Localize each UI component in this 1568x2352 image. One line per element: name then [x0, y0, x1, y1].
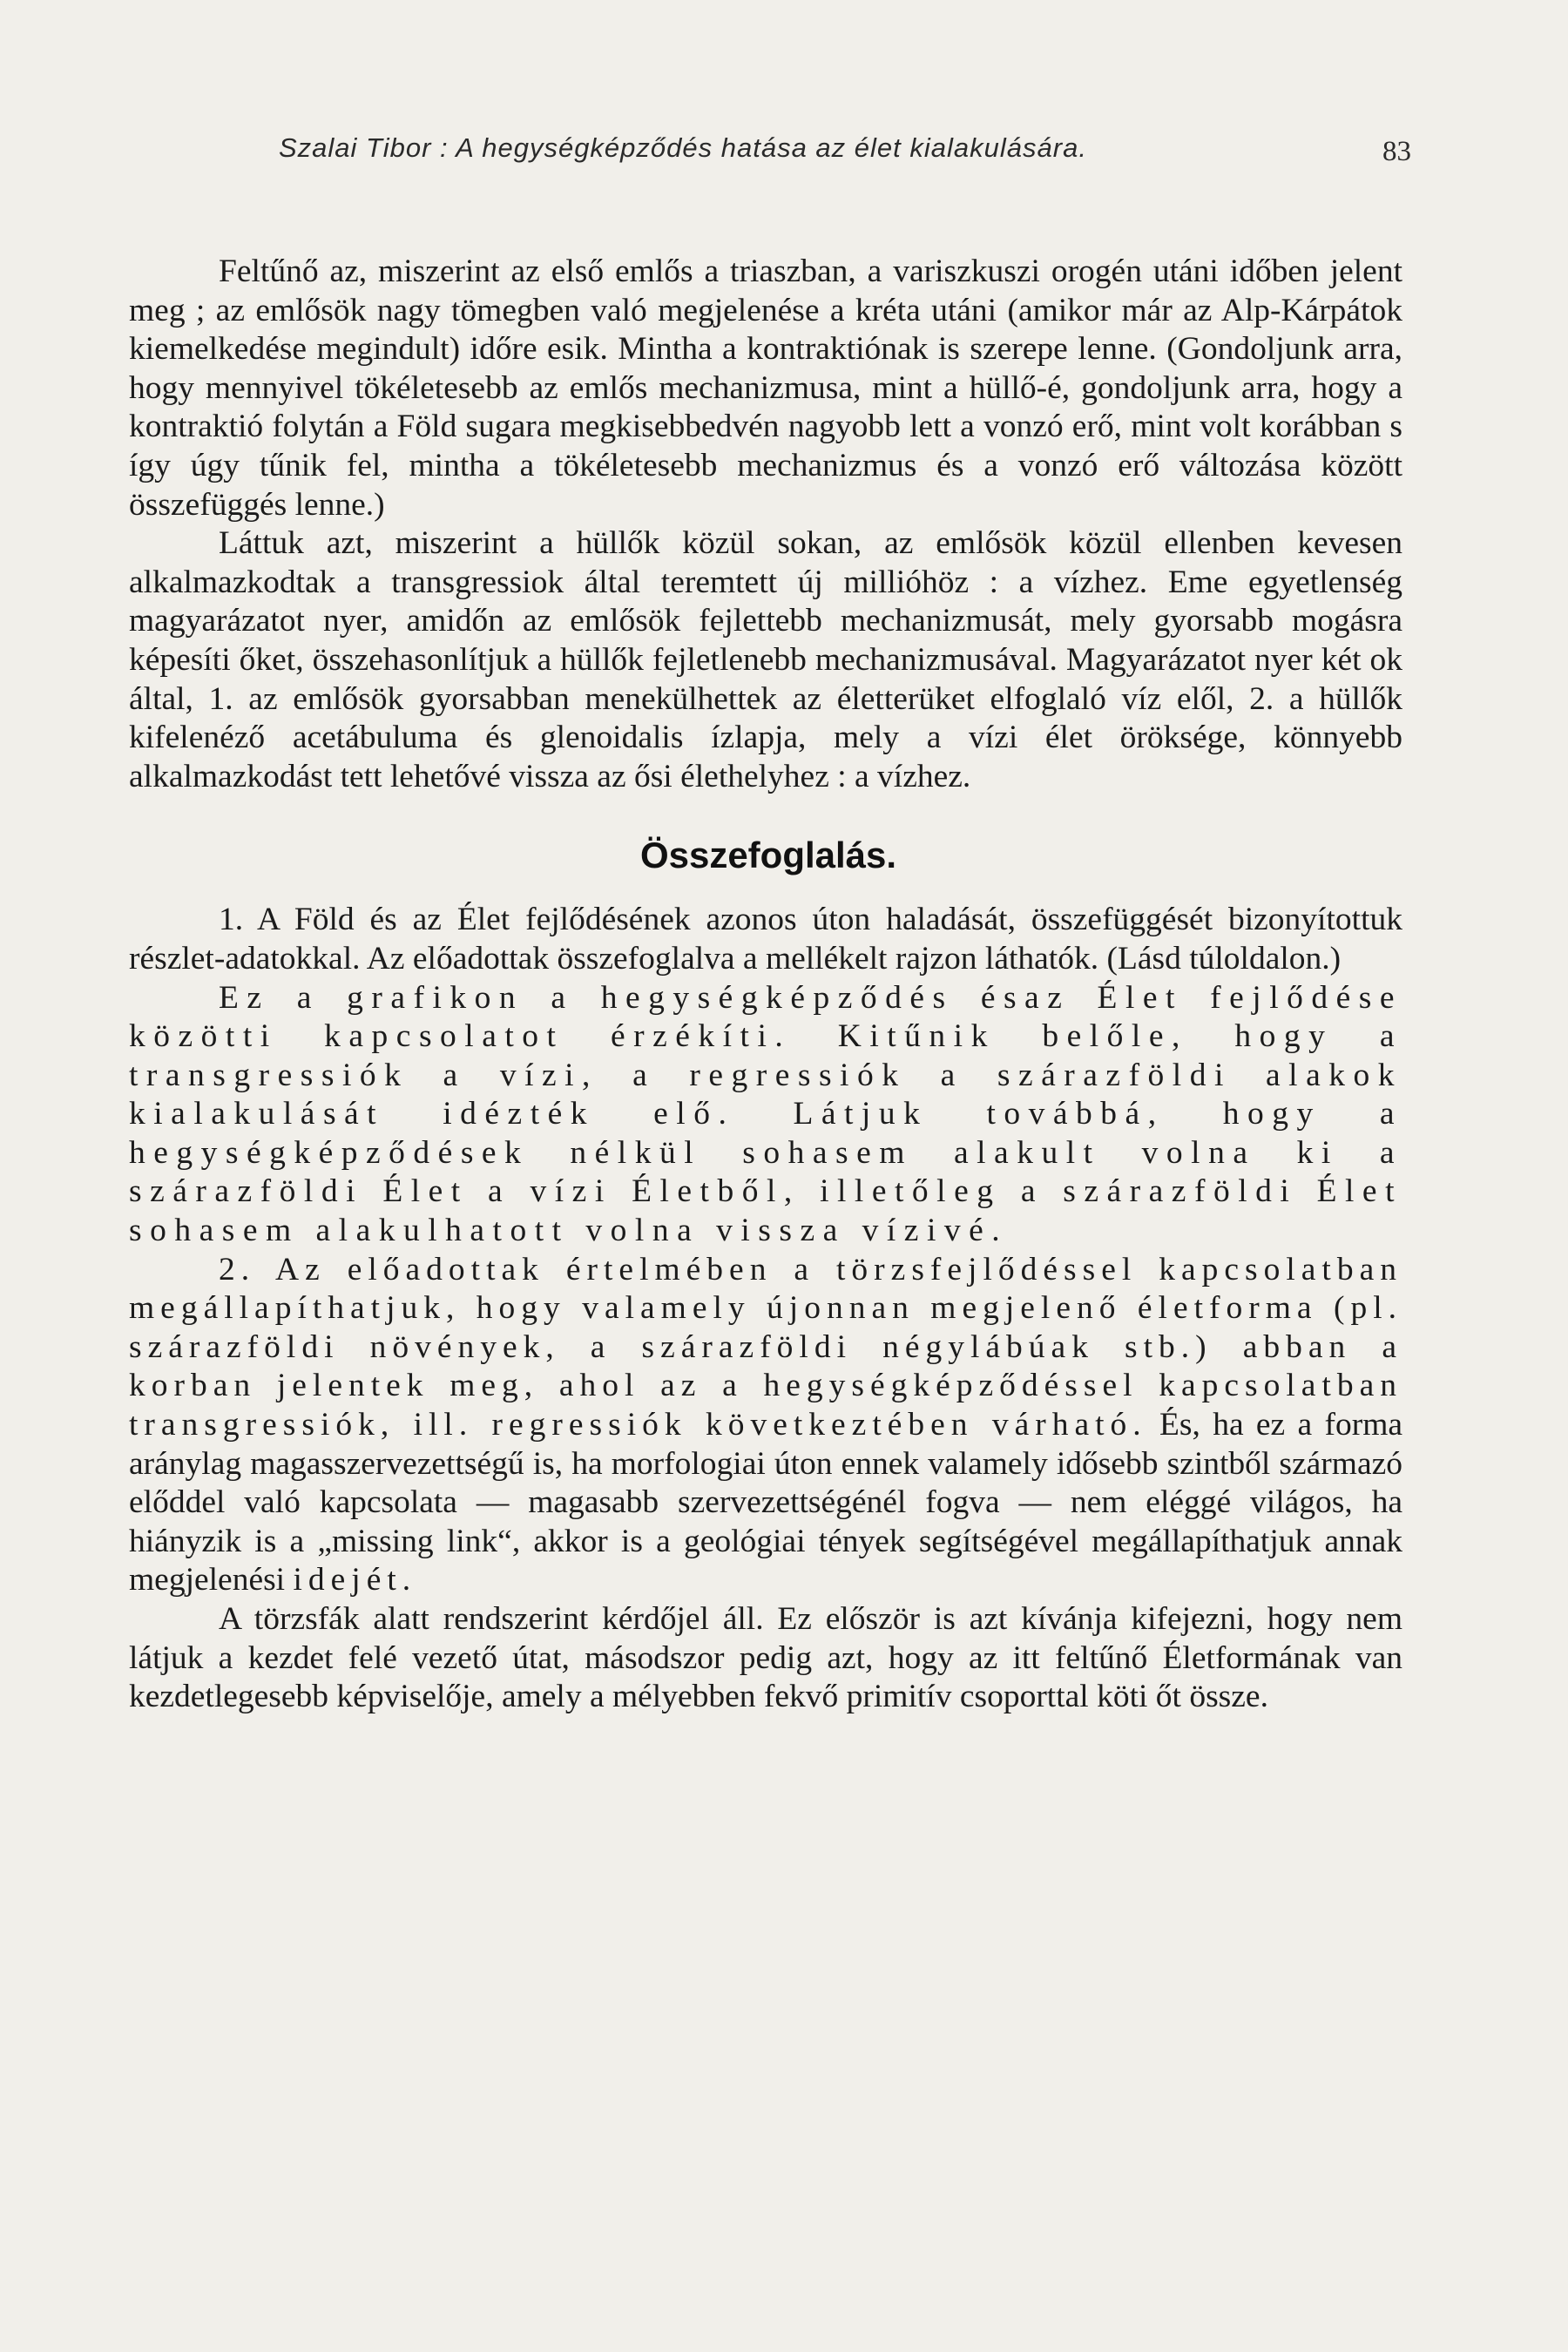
summary-torzsfak-paragraph: A törzsfák alatt rendszerint kérdőjel áll. Ez először is azt kívánja kifejezni, hogy nem látjuk a kezdet felé vezető útat, másodszor pedig azt, hogy az itt feltűnő Életformának van kezdetlegesebb képviselője, amely a mélyebben fekvő primitív csoporttal köti őt össze.: [129, 1601, 1402, 1715]
summary-point-2-spaced: 2. Az előadottak értelmében a törzsfejlődéssel kapcsolatban megállapíthatjuk, hogy valamely újonnan megjelenő életforma (pl. szárazföldi növények, a szárazföldi négylábúak stb.) abban a korban jelentek meg, ahol az a hegységképződéssel kapcsolatban transgressiók, ill. regressiók következtében várható.: [129, 1251, 1402, 1443]
article-body: [129, 253, 1402, 1717]
summary-point-2-end: idejét.: [293, 1562, 417, 1598]
paragraph-emlos-triasz: Feltűnő az, miszerint az első emlős a triaszban, a variszkuszi orogén utáni időben jelent meg ; az emlősök nagy tömegben való megjelenése a kréta utáni (amikor már az Alp-Kárpátok kiemelkedése megindult) időre esik. Mintha a kontraktiónak is szerepe lenne. (Gondoljunk arra, hogy mennyivel tökéletesebb az emlős mechanizmusa, mint a hüllő-é, gondoljunk arra, hogy a kontraktió folytán a Föld sugara megkisebbedvén nagyobb lett a vonzó erő, mint volt korábban s így úgy tűnik fel, mintha a tökéletesebb mechanizmus és a vonzó erő változása között összefüggés lenne.): [129, 253, 1402, 523]
paragraph-hullok-alkalmazkodas: Láttuk azt, miszerint a hüllők közül sokan, az emlősök közül ellenben kevesen alkalmazkodtak a transgressiok által teremtett új millióhöz : a vízhez. Eme egyetlenség magyarázatot nyer, amidőn az emlősök fejlettebb mechanizmusát, mely gyorsabb mogásra képesíti őket, összehasonlítjuk a hüllők fejletlenebb mechanizmusával. Magyarázatot nyer két ok által, 1. az emlősök gyorsabban menekülhettek az életterüket elfoglaló víz elől, 2. a hüllők kifelenéző acetábuluma és glenoidalis ízlapja, mely a vízi élet öröksége, könnyebb alkalmazkodást tett lehetővé vissza az ősi élethelyhez : a vízhez.: [129, 525, 1402, 794]
section-heading: Összefoglalás.: [639, 835, 897, 876]
page-number: 83: [1382, 136, 1411, 167]
summary-point-1: 1. A Föld és az Élet fejlődésének azonos úton haladását, összefüggését bizonyítottuk részlet-adatokkal. Az előadottak összefoglalva a mellékelt rajzon láthatók. (Lásd túloldalon.): [129, 902, 1402, 977]
summary-point-2: [129, 1251, 1402, 1600]
summary-point-2-normal: És, ha ez a forma aránylag magasszervezettségű is, ha morfologiai úton ennek valamely idősebb szintből származó előddel való kapcsolata — magasabb szervezettségénél fogva — nem eléggé világos, ha hiányzik is a „missing link“, akkor is a geológiai tények segítségével megállapíthatjuk annak megjelenési: [129, 1407, 1403, 1598]
running-header: [279, 132, 1411, 185]
summary-grafikon-paragraph: Ez a grafikon a hegységképződés ésaz Élet fejlődése közötti kapcsolatot érzékíti. Kitűnik belőle, hogy a transgressiók a vízi, a regressiók a szárazföldi alakok kialakulását idézték elő. Látjuk továbbá, hogy a hegységképződések nélkül sohasem alakult volna ki a szárazföldi Élet a vízi Életből, illetőleg a szárazföldi Élet sohasem alakulhatott volna vissza vízivé.: [129, 979, 1402, 1249]
header-title: Szalai Tibor : A hegységképződés hatása az élet kialakulására.: [279, 132, 1087, 163]
